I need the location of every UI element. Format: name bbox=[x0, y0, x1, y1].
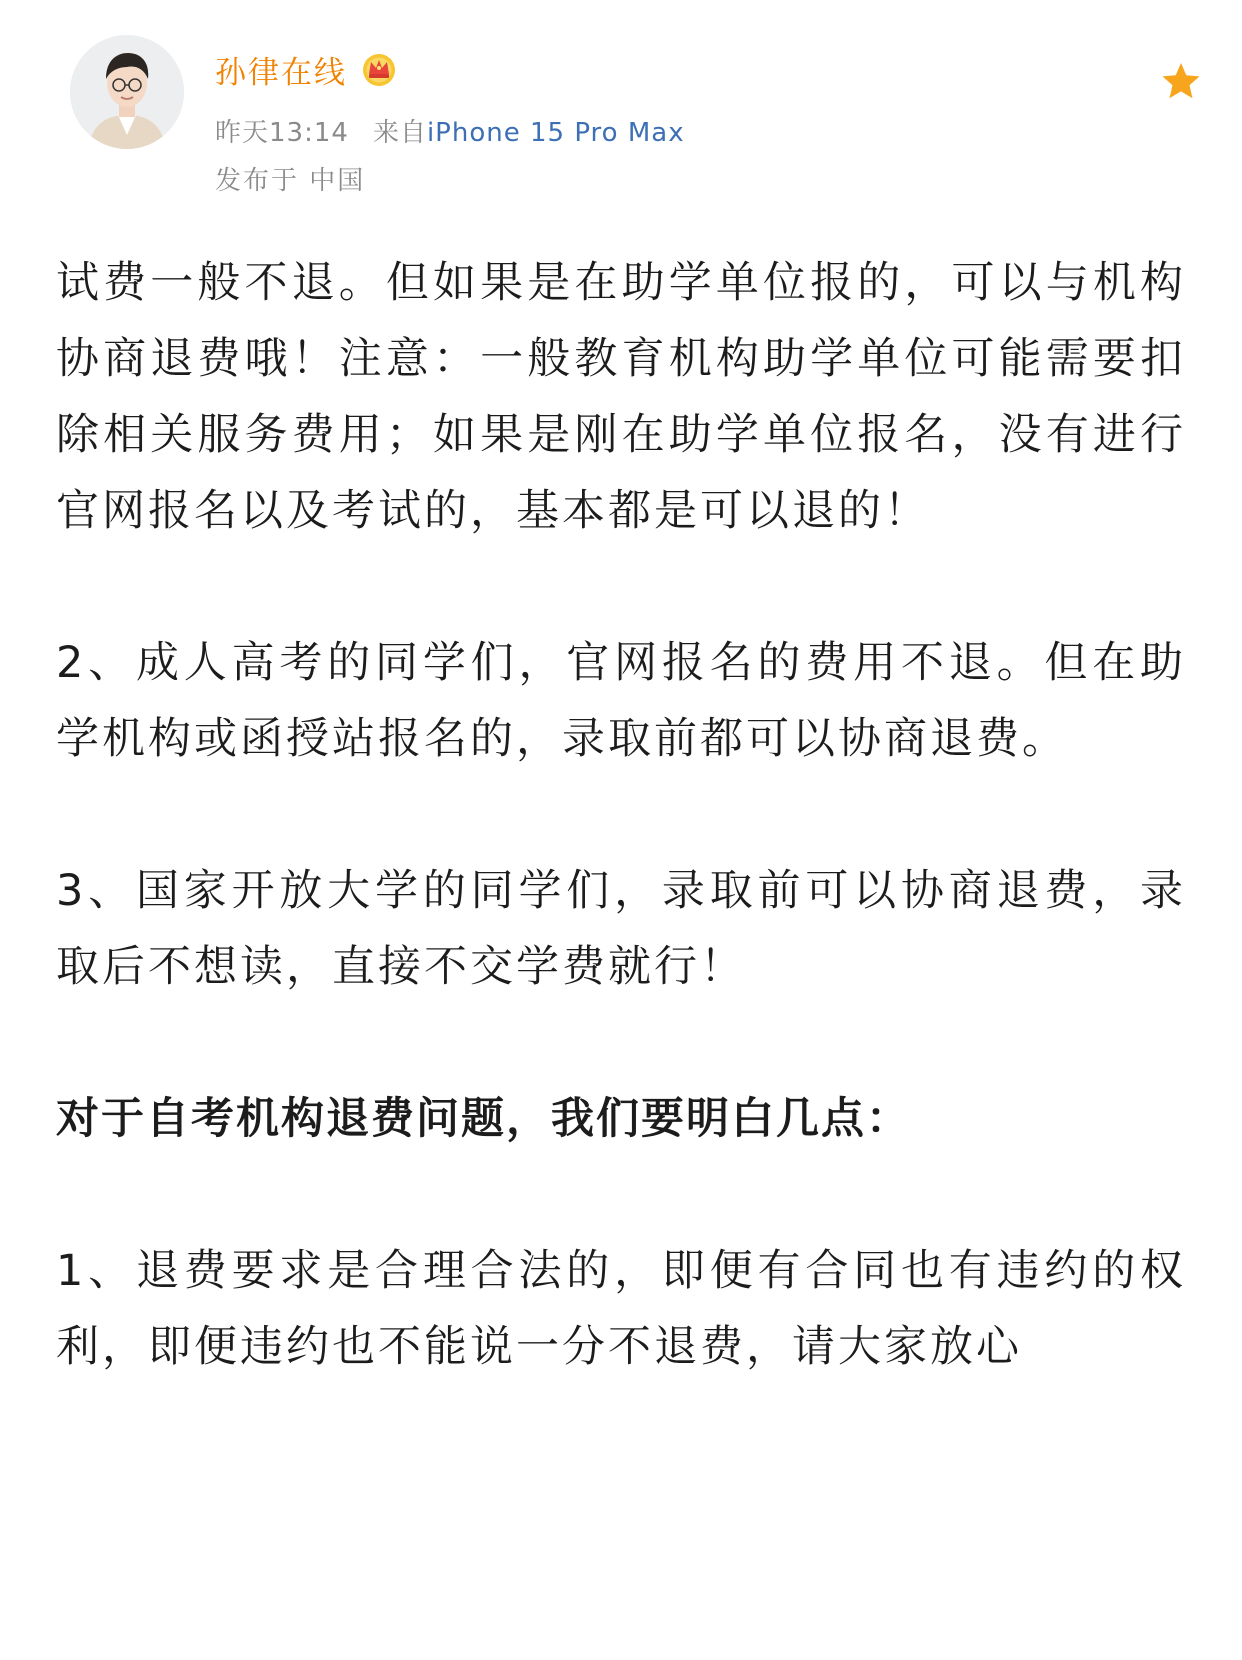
paragraph-refund-intro: 试费一般不退。但如果是在助学单位报的，可以与机构协商退费哦！注意：一般教育机构助学单位可能需要扣除相关服务费用；如果是刚在助学单位报名，没有进行官网报名以及考试的，基本都是可以退的！ bbox=[56, 258, 1186, 536]
post-device[interactable]: iPhone 15 Pro Max bbox=[426, 118, 685, 148]
paragraph-open-university: 3、国家开放大学的同学们，录取前可以协商退费，录取后不想读，直接不交学费就行！ bbox=[56, 866, 1186, 992]
post-meta bbox=[215, 112, 685, 149]
section-heading: 对于自考机构退费问题，我们要明白几点： bbox=[56, 1094, 911, 1144]
post-header bbox=[0, 0, 1242, 215]
post-location: 发布于 中国 bbox=[215, 166, 366, 196]
post-source-prefix: 来自 bbox=[372, 118, 427, 148]
author-avatar[interactable] bbox=[70, 35, 184, 149]
post-time: 昨天13:14 bbox=[215, 118, 349, 148]
paragraph-point-one: 1、退费要求是合理合法的，即便有合同也有违约的权利，即便违约也不能说一分不退费，请大家放心 bbox=[56, 1246, 1186, 1372]
avatar-image bbox=[70, 35, 184, 149]
crown-badge-icon bbox=[359, 49, 399, 89]
star-icon[interactable] bbox=[1160, 60, 1202, 102]
author-name[interactable]: 孙律在线 bbox=[215, 54, 347, 91]
post-body bbox=[56, 245, 1186, 1461]
paragraph-adult-exam: 2、成人高考的同学们，官网报名的费用不退。但在助学机构或函授站报名的，录取前都可以协商退费。 bbox=[56, 638, 1186, 764]
author-row bbox=[215, 46, 399, 92]
